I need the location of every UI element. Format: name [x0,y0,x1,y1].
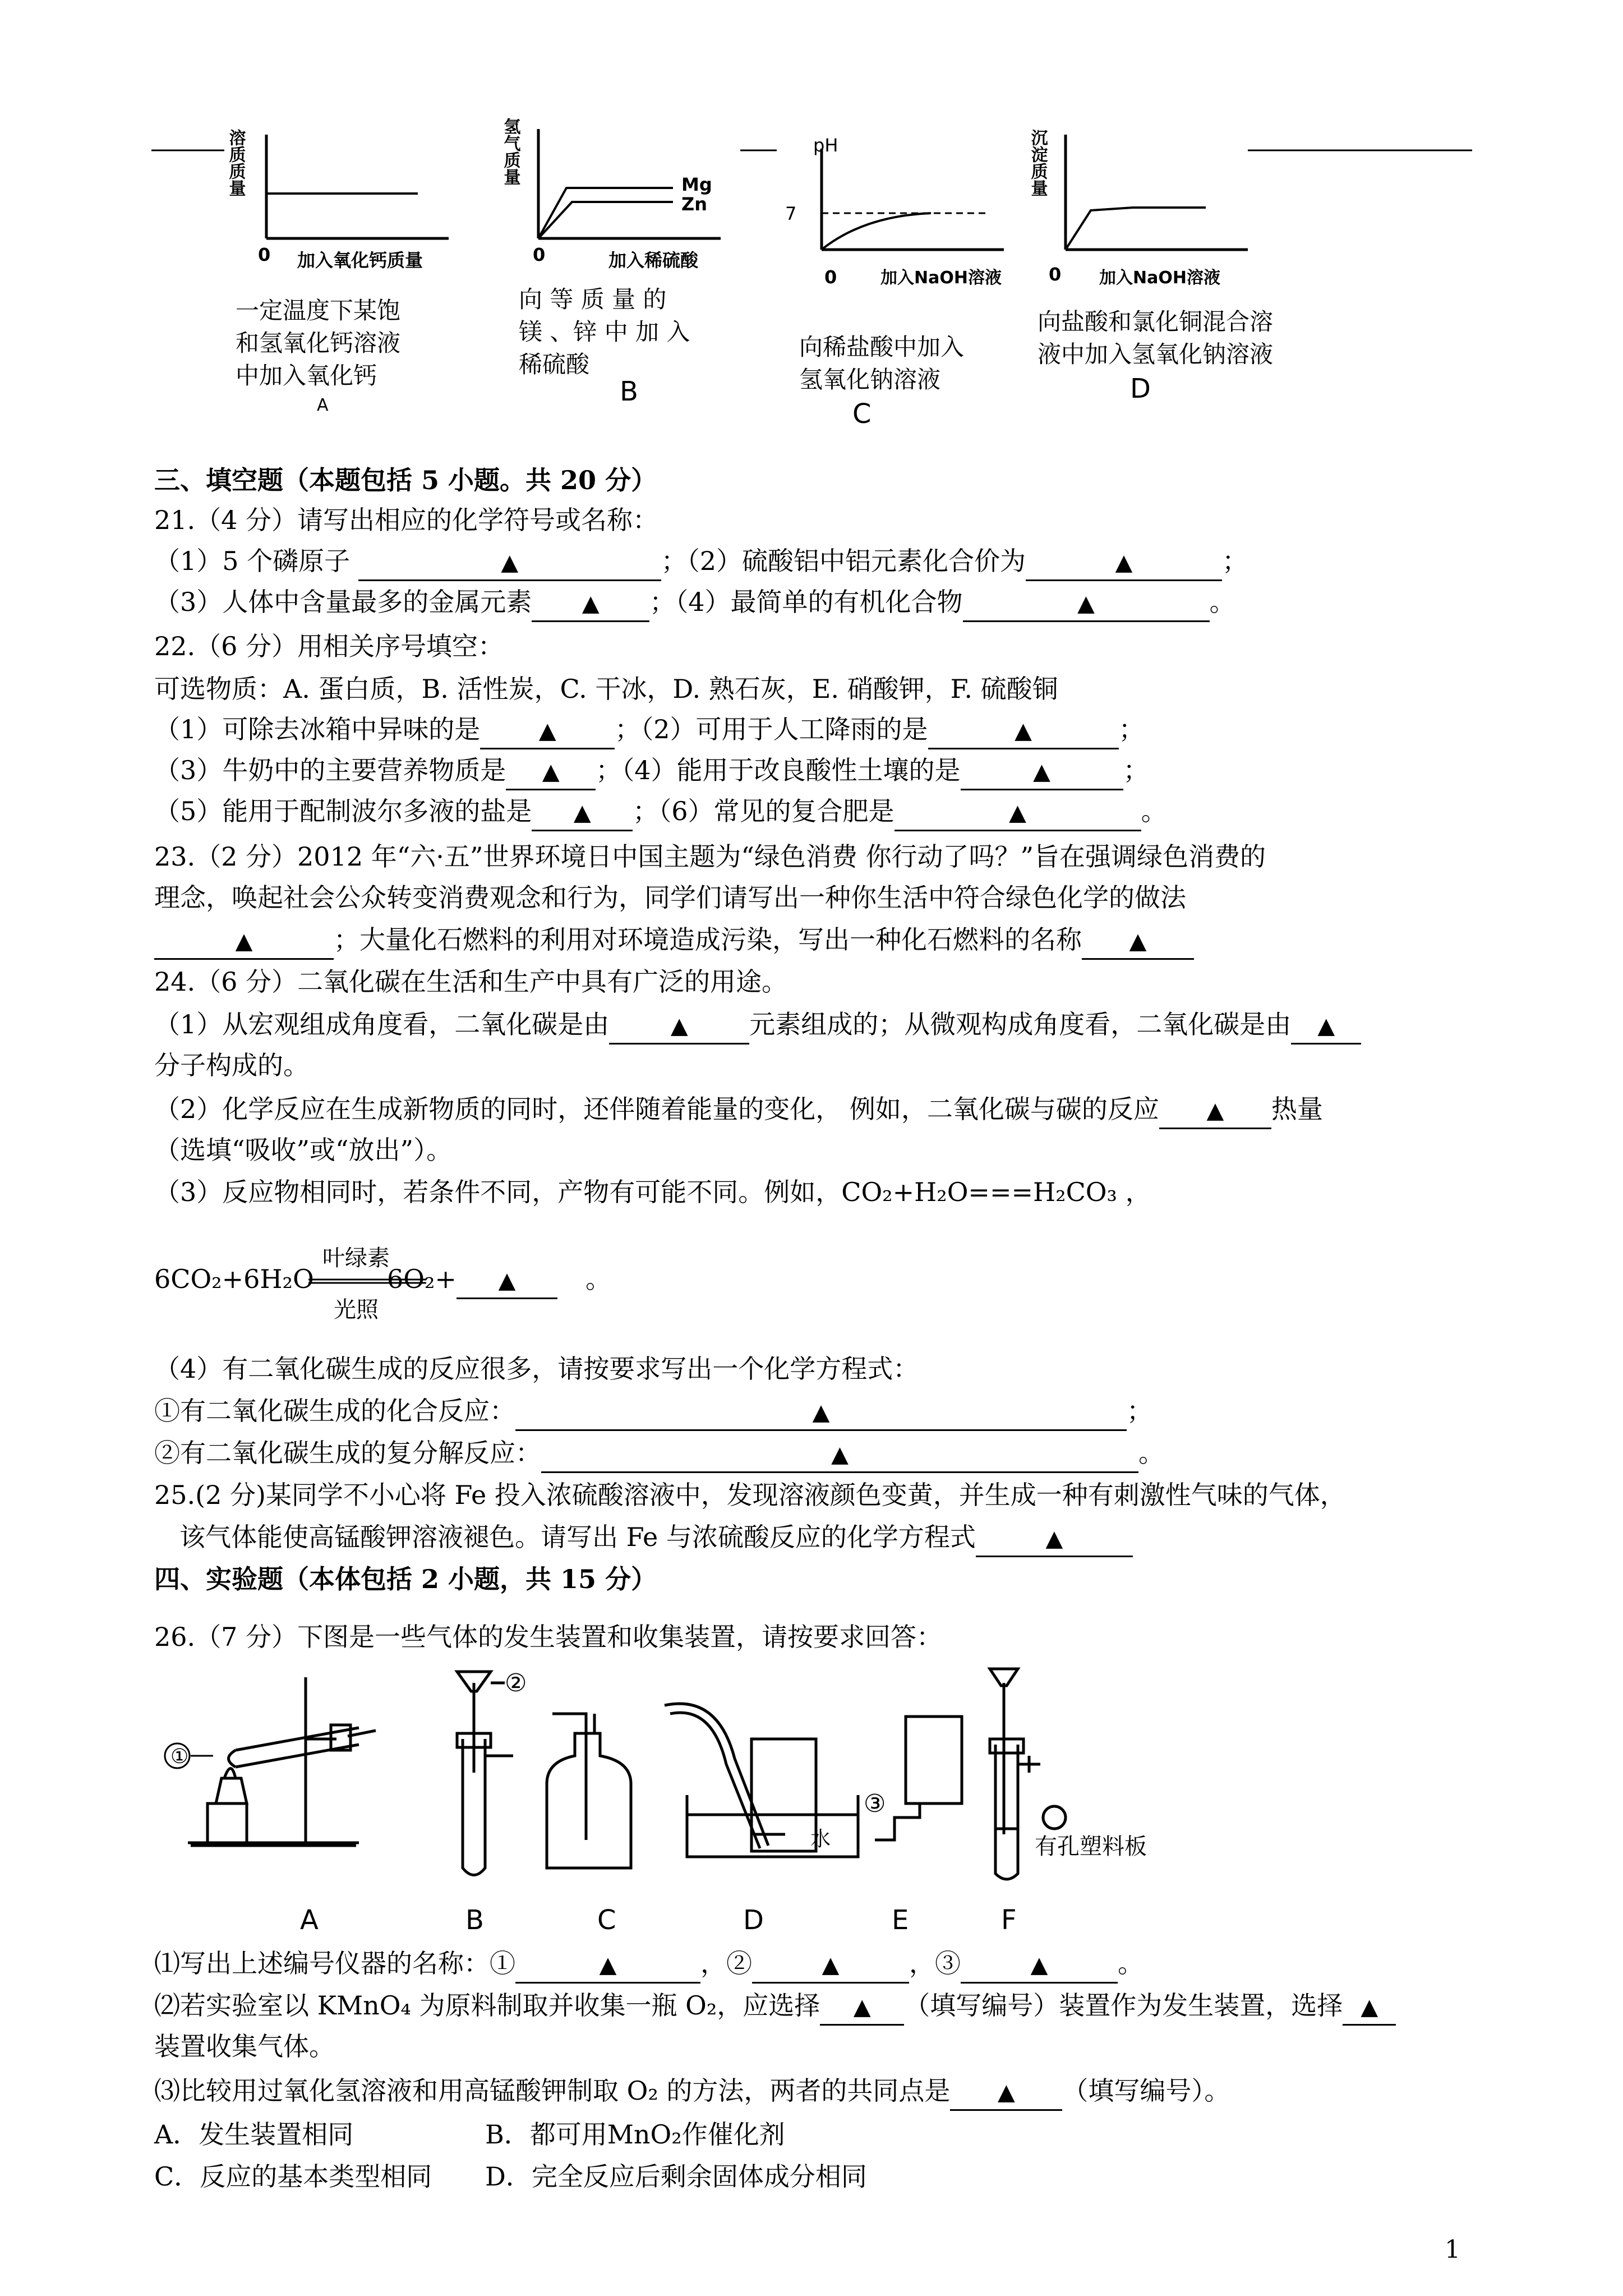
graph-c-letter: C [852,398,872,430]
eq-left: 6CO₂+6H₂O [154,1264,314,1294]
series-mg: Mg [681,174,712,195]
mark: ▲ [1015,718,1032,744]
caption-line: 中加入氧化钙 [236,362,377,389]
graph-b [501,118,721,271]
answer-blank[interactable] [963,585,1210,622]
mark: ▲ [599,1952,617,1978]
option-c: C．反应的基本类型相同 [154,2161,432,2192]
graph-a-xlabel: 加入氧化钙质量 [297,250,423,271]
mark: ▲ [573,800,591,826]
graph-d-caption [1038,306,1273,371]
q23-l3: ；大量化石燃料的利用对环境造成污染，写出一种化石燃料的名称 [334,924,1082,955]
answer-blank[interactable] [1291,1007,1361,1045]
mark: ▲ [831,1442,849,1467]
answer-blank[interactable] [358,544,661,581]
callout-3: ③ [864,1789,886,1818]
q21-stem: 21.（4 分）请写出相应的化学符号或名称： [154,505,659,535]
q24-p2b: 热量 [1271,1094,1323,1124]
q21-p2e: ； [1222,546,1248,576]
q26-options-cd [154,2160,867,2193]
apparatus-d: D [743,1904,764,1936]
answer-blank[interactable] [1026,544,1222,581]
q25-l2: 该气体能使高锰酸钾溶液褪色。请写出 Fe 与浓硫酸反应的化学方程式 [179,1522,976,1552]
caption-line: 和氢氧化钙溶液 [236,329,401,357]
q21-row1 [154,544,1248,581]
q21-row2 [154,585,1235,622]
q22-p1: （1）可除去冰箱中异味的是 [154,714,481,744]
apparatus-e: E [892,1904,909,1936]
answer-blank[interactable] [541,1436,1138,1473]
q24-p4be: 。 [1138,1438,1164,1468]
q23-line1: 23.（2 分）2012 年“六·五”世界环境日中国主题为“绿色消费 你行动了吗？”旨在强调绿色消费的 [154,841,1266,872]
graph-c [785,135,1004,288]
mark: ▲ [542,759,560,785]
q26-p2c: 装置收集气体。 [154,2031,335,2062]
mark: ▲ [822,1952,840,1978]
q26-options-ab [154,2118,785,2151]
q24-stem: 24.（6 分）二氧化碳在生活和生产中具有广泛的用途。 [154,967,788,997]
q25-line2 [154,1520,1133,1557]
q24-p2 [154,1092,1323,1129]
graph-c-caption [799,331,964,396]
graph-a [226,129,449,271]
series-zn: Zn [681,194,707,215]
apparatus-f: F [1001,1904,1017,1936]
graph-c-ylabel: pH [813,135,838,156]
q24-p4a [154,1394,1152,1431]
q23-line3 [154,923,1194,960]
caption-line: 氢氧化钠溶液 [799,366,941,393]
graph-c-origin: 0 [824,266,837,288]
mark: ▲ [582,591,600,616]
mark: ▲ [1129,928,1147,954]
q22-options: 可选物质：A. 蛋白质，B. 活性炭，C. 干冰，D. 熟石灰，E. 硝酸钾，F. 硫酸铜 [154,674,1058,704]
q24-p2a: （2）化学反应在生成新物质的同时，还伴随着能量的变化， 例如，二氧化碳与碳的反应 [154,1094,1159,1124]
answer-blank[interactable] [515,1394,1127,1431]
q26-p3 [154,2074,1230,2111]
answer-blank[interactable] [928,712,1119,749]
answer-blank[interactable] [515,1947,700,1984]
answer-blank[interactable] [961,1947,1118,1984]
callout-1: ① [170,1745,189,1768]
caption-line: 镁 、锌 中 加 入 [519,318,690,346]
q26-p2b: （填写编号）装置作为发生装置，选择 [904,1990,1343,2021]
graph-a-ylabel: 溶质质量 [225,129,246,196]
answer-blank[interactable] [895,794,1141,831]
mark: ▲ [853,1994,871,2020]
q26-p2a: ⑵若实验室以 KMnO₄ 为原料制取并收集一瓶 O₂，应选择 [154,1990,820,2021]
q26-c1: ，② [700,1948,752,1978]
graph-b-ylabel: 氢气质量 [500,118,520,185]
q22-row1 [154,712,1145,749]
mark: ▲ [1115,550,1133,576]
q24-p3: （3）反应物相同时，若条件不同，产物有可能不同。例如，CO₂+H₂O===H₂CO₃ ， [154,1177,1151,1207]
graph-c-tick-7: 7 [785,203,797,224]
water-label: 水 [810,1828,831,1851]
mark: ▲ [1317,1013,1335,1039]
q26-stem: 26.（7 分）下图是一些气体的发生装置和收集装置，请按要求回答： [154,1622,943,1652]
apparatus-b: B [465,1904,484,1936]
q26-p2 [154,1989,1396,2026]
q26-p3a: ⑶比较用过氧化氢溶液和用高锰酸钾制取 O₂ 的方法，两者的共同点是 [154,2076,951,2106]
caption-line: 向稀盐酸中加入 [799,333,965,361]
graph-a-letter: A [317,395,329,415]
graph-c-xlabel: 加入NaOH溶液 [880,268,1002,288]
eq-condition-top: 叶绿素 [322,1245,390,1271]
graph-a-caption [236,295,400,392]
caption-line: 向 等 质 量 的 [519,286,667,313]
mark: ▲ [501,550,519,576]
mark: ▲ [1077,591,1095,616]
answer-blank[interactable] [480,712,615,749]
eq-condition-bottom: 光照 [334,1297,379,1323]
plate-label: 有孔塑料板 [1035,1834,1147,1860]
callouts [165,1669,1147,1860]
graph-d [1028,129,1248,288]
q24-p4ae: ； [1127,1396,1152,1426]
mark: ▲ [235,928,253,954]
graph-d-ylabel: 沉淀质量 [1027,129,1048,196]
option-b: B．都可用MnO₂作催化剂 [485,2119,785,2150]
answer-blank[interactable] [976,1520,1133,1557]
answer-blank[interactable] [154,923,334,960]
answer-blank[interactable] [532,585,649,622]
answer-blank[interactable] [752,1947,909,1984]
answer-blank[interactable] [950,2074,1062,2111]
q21-p1: （1）5 个磷原子 [154,546,358,576]
answer-blank[interactable] [820,1989,904,2026]
q24-p4b-text: ②有二氧化碳生成的复分解反应： [154,1438,541,1468]
section-3-title: 三、填空题（本题包括 5 小题。共 20 分） [154,465,657,495]
q25-line1: 25.(2 分)某同学不小心将 Fe 投入浓硫酸溶液中，发现溶液颜色变黄，并生成一种有刺激性气味的气体， [154,1480,1346,1510]
eq-end: 。 [585,1264,611,1294]
q22-p5: （5）能用于配制波尔多液的盐是 [154,796,532,826]
q22-p2e: ； [1118,714,1145,744]
q22-p6: ；（6）常见的复合肥是 [633,796,895,826]
mark: ▲ [1033,759,1050,785]
mark: ▲ [498,1268,516,1294]
q22-p3: （3）牛奶中的主要营养物质是 [154,755,506,785]
caption-line: 液中加入氢氧化钠溶液 [1038,341,1274,368]
caption-line: 向盐酸和氯化铜混合溶 [1038,308,1274,335]
q24-p4: （4）有二氧化碳生成的反应很多，请按要求写出一个化学方程式： [154,1354,919,1384]
q23-line2: 理念，唤起社会公众转变消费观念和行为，同学们请写出一种你生活中符合绿色化学的做法 [154,882,1186,913]
q24-p1a: （1）从宏观组成角度看，二氧化碳是由 [154,1009,610,1039]
q24-p1b: 元素组成的；从微观构成角度看，二氧化碳是由 [749,1009,1292,1039]
answer-blank[interactable] [532,794,633,831]
eq-right-text: 6O₂+ [387,1264,457,1294]
mark: ▲ [998,2079,1015,2105]
q26-p3b: （填写编号）。 [1062,2076,1230,2106]
answer-blank[interactable] [1159,1092,1271,1129]
answer-blank[interactable] [609,1007,749,1045]
q22-p4: ；（4）能用于改良酸性土壤的是 [596,755,961,785]
q21-p4e: 。 [1209,587,1235,617]
graph-a-origin: 0 [258,244,271,265]
q22-p2: ；（2）可用于人工降雨的是 [615,714,928,744]
q22-stem: 22.（6 分）用相关序号填空： [154,631,504,661]
q21-p2: ；（2）硫酸铝中铝元素化合价为 [661,546,1026,576]
mark: ▲ [538,718,556,744]
eq-right [387,1262,611,1299]
graph-d-letter: D [1130,373,1151,404]
q24-p1c: 分子构成的。 [154,1050,309,1080]
q24-p2c: （选填“吸收”或“放出”）。 [154,1135,453,1165]
q24-p4a-text: ①有二氧化碳生成的化合反应： [154,1396,515,1426]
apparatus-c: C [597,1904,616,1936]
answer-blank[interactable] [1343,1989,1396,2026]
q22-row3 [154,794,1167,831]
apparatus-a: A [300,1904,319,1936]
q22-p4e: ； [1123,755,1149,785]
option-d: D．完全反应后剩余固体成分相同 [485,2161,867,2192]
q26-p1-text: ⑴写出上述编号仪器的名称：① [154,1948,515,1978]
photosynthesis-equation [154,1262,314,1296]
graph-b-caption [519,283,690,381]
mark: ▲ [1206,1098,1224,1124]
mark: ▲ [1009,800,1026,826]
graph-b-letter: B [620,376,638,407]
answer-blank[interactable] [506,753,596,790]
q26-c3: 。 [1118,1948,1144,1978]
graph-d-xlabel: 加入NaOH溶液 [1099,268,1220,288]
answer-blank[interactable] [457,1262,557,1299]
q22-row2 [154,753,1149,790]
q26-p1 [154,1947,1144,1984]
q22-p6e: 。 [1141,796,1167,826]
mark: ▲ [1361,1994,1378,2020]
graph-b-origin: 0 [533,244,546,265]
apparatus-figure [0,1660,1623,1918]
mark: ▲ [1045,1526,1063,1552]
mark: ▲ [670,1013,688,1039]
mark: ▲ [1030,1952,1048,1978]
q26-c2: ，③ [909,1948,961,1978]
option-a: A．发生装置相同 [154,2119,354,2150]
callout-2: ② [505,1669,527,1697]
graph-b-xlabel: 加入稀硫酸 [608,250,699,271]
page-number: 1 [1445,2235,1460,2264]
answer-blank[interactable] [1082,923,1194,960]
graph-d-origin: 0 [1049,264,1062,285]
q21-p4: ；（4）最简单的有机化合物 [649,587,963,617]
q24-p4b [154,1436,1164,1473]
q24-p1 [154,1007,1361,1045]
mark: ▲ [812,1400,830,1425]
q21-p3: （3）人体中含量最多的金属元素 [154,587,532,617]
caption-line: 一定温度下某饱 [236,297,401,324]
answer-blank[interactable] [961,753,1123,790]
section-4-title: 四、实验题（本体包括 2 小题，共 15 分） [154,1564,657,1594]
caption-line: 稀硫酸 [519,351,590,378]
